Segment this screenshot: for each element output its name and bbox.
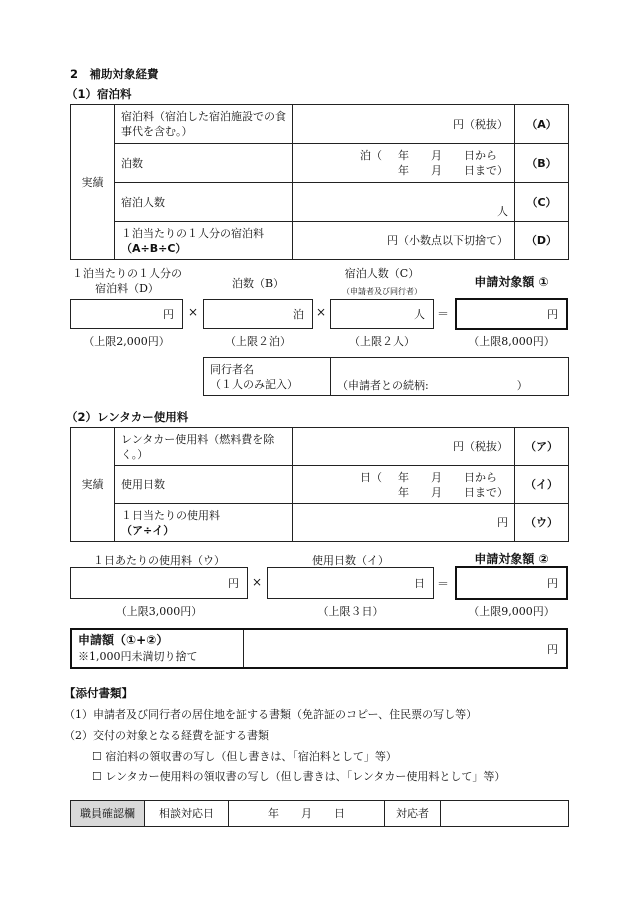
- companion-field[interactable]: [331, 358, 569, 396]
- companion-label-line2: （１人のみ記入）: [210, 377, 298, 391]
- rental-days-label: 使用日数: [115, 466, 293, 504]
- nights-prefix: 泊（: [360, 149, 382, 162]
- rental-from-date: 年 月 日から: [398, 470, 497, 484]
- calc1-item3-box[interactable]: [330, 299, 434, 329]
- calc1-item2-unit: 泊: [293, 308, 304, 321]
- tag-b: （B）: [515, 144, 569, 183]
- rental-side-label: 実績: [71, 428, 115, 542]
- calc1-result-box[interactable]: [455, 298, 568, 330]
- calc1-item3-sub: （申請者及び同行者）: [342, 287, 422, 296]
- calc1-item2-box[interactable]: [203, 299, 313, 329]
- nights-label: 泊数: [115, 144, 293, 183]
- tag-u-kana: （ウ）: [515, 504, 569, 542]
- rental-fee-label: レンタカー使用料（燃料費を除く。）: [115, 428, 293, 466]
- rental-table: [70, 427, 569, 542]
- rental-days-prefix: 日（: [360, 470, 382, 484]
- tag-d: （D）: [515, 222, 569, 260]
- tag-c: （C）: [515, 183, 569, 222]
- calc1-item3-label: 宿泊人数（C）: [344, 267, 420, 280]
- apply-total-unit: 円: [547, 642, 558, 656]
- per-person-label: [115, 222, 293, 260]
- staff-label: 職員確認欄: [71, 801, 145, 827]
- calc2-item2-unit: 日: [414, 577, 425, 590]
- consult-date-label: 相談対応日: [145, 801, 229, 827]
- calc2-result-label: 申請対象額 ②: [474, 552, 549, 566]
- calc2-equals: ＝: [436, 577, 449, 591]
- calc2-item1-unit: 円: [228, 577, 239, 590]
- apply-total-note: ※1,000円未満切り捨て: [78, 650, 198, 663]
- attachment-subitem-1: ☐ 宿泊料の領収書の写し（但し書きは、「宿泊料として」等）: [92, 750, 397, 763]
- calc2-result-limit: （上限9,000円）: [468, 605, 555, 618]
- calc2-item2-box[interactable]: [267, 567, 434, 599]
- calc1-result-unit: 円: [547, 308, 558, 321]
- per-day-formula: （ア÷イ）: [121, 523, 175, 537]
- calc1-item1-unit: 円: [163, 308, 174, 321]
- per-person-formula: （A÷B÷C）: [121, 241, 187, 255]
- attachment-item-2: （2）交付の対象となる経費を証する書類: [64, 729, 269, 742]
- calc1-item3-limit: （上限２人）: [349, 335, 415, 348]
- lodging-fee-label: 宿泊料（宿泊した宿泊施設での食事代を含む。）: [115, 105, 293, 144]
- companion-relation: （申請者との続柄: ）: [337, 379, 528, 392]
- nights-from-date: 年 月 日から: [398, 149, 497, 162]
- per-person-field[interactable]: 円（小数点以下切捨て）: [293, 222, 515, 260]
- responder-field[interactable]: [441, 801, 569, 827]
- calc2-item2-label: 使用日数（イ）: [312, 554, 389, 567]
- attachments-heading: 【添付書類】: [64, 686, 133, 700]
- lodging-side-label: 実績: [71, 105, 115, 260]
- apply-total-label-cell: [72, 630, 244, 667]
- apply-total-box: [70, 628, 568, 669]
- calc2-item1-limit: （上限3,000円）: [115, 605, 203, 618]
- rental-days-field[interactable]: [293, 466, 515, 504]
- calc1-item1-limit: （上限2,000円）: [83, 335, 170, 348]
- staff-table: [70, 800, 569, 827]
- calc1-equals: ＝: [436, 307, 449, 321]
- per-day-label-text: １日当たりの使用料: [121, 508, 220, 522]
- lodging-heading: （1）宿泊料: [66, 87, 132, 101]
- calc1-item3-unit: 人: [414, 308, 425, 321]
- calc1-times1: ×: [187, 305, 199, 319]
- calc1-times2: ×: [315, 305, 327, 319]
- companion-table: [203, 357, 569, 396]
- attachment-item-1: （1）申請者及び同行者の居住地を証する書類（免許証のコピー、住民票の写し等）: [64, 708, 478, 721]
- lodging-table: [70, 104, 569, 260]
- per-person-label-text: １泊当たりの１人分の宿泊料: [121, 226, 264, 240]
- section-title: 2 補助対象経費: [70, 67, 159, 81]
- per-day-label: [115, 504, 293, 542]
- companion-label: [204, 358, 331, 396]
- calc1-item1-box[interactable]: [70, 299, 183, 329]
- apply-total-field[interactable]: [244, 630, 566, 667]
- responder-label: 対応者: [385, 801, 441, 827]
- companion-label-line1: 同行者名: [210, 362, 254, 376]
- calc2-result-box[interactable]: [455, 566, 568, 600]
- apply-total-label: 申請額（①+②）: [78, 633, 169, 647]
- guests-unit: 人: [497, 205, 508, 218]
- calc1-item1-label: １泊当たりの１人分の宿泊料（D）: [72, 267, 182, 295]
- consult-date-field[interactable]: 年 月 日: [229, 801, 385, 827]
- attachment-subitem-2: ☐ レンタカー使用料の領収書の写し（但し書きは、「レンタカー使用料として」等）: [92, 770, 506, 783]
- per-day-field[interactable]: 円: [293, 504, 515, 542]
- calc2-item2-limit: （上限３日）: [317, 605, 384, 618]
- tag-a-kana: （ア）: [515, 428, 569, 466]
- rental-heading: （2）レンタカー使用料: [66, 410, 189, 424]
- calc1-result-label: 申請対象額 ①: [474, 275, 549, 289]
- lodging-fee-field[interactable]: 円（税抜）: [293, 105, 515, 144]
- rental-to-date: 年 月 日まで）: [398, 485, 508, 499]
- calc2-item1-box[interactable]: [70, 567, 248, 599]
- guests-field[interactable]: [293, 183, 515, 222]
- calc1-item2-limit: （上限２泊）: [225, 335, 291, 348]
- nights-to-date: 年 月 日まで）: [398, 164, 508, 177]
- calc2-times1: ×: [251, 575, 263, 589]
- calc1-item2-label: 泊数（B）: [231, 277, 285, 290]
- calc2-item1-label: １日あたりの使用料（ウ）: [93, 554, 225, 567]
- calc1-result-limit: （上限8,000円）: [468, 335, 555, 348]
- calc2-result-unit: 円: [547, 577, 558, 590]
- nights-field[interactable]: [293, 144, 515, 183]
- guests-label: 宿泊人数: [115, 183, 293, 222]
- tag-a: （A）: [515, 105, 569, 144]
- rental-fee-field[interactable]: 円（税抜）: [293, 428, 515, 466]
- tag-i-kana: （イ）: [515, 466, 569, 504]
